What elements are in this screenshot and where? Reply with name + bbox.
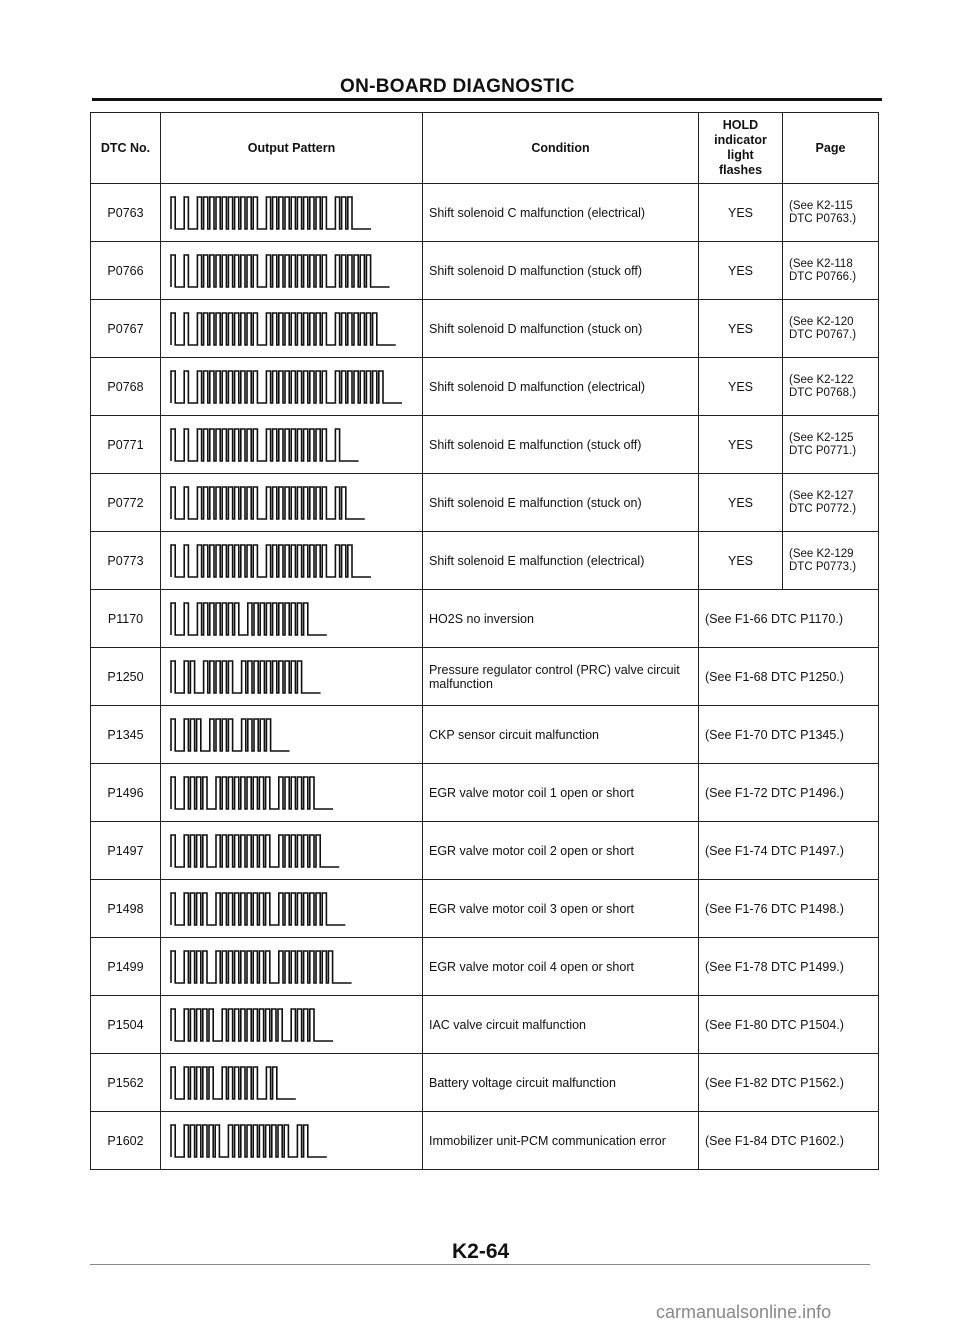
- col-header-hold: HOLD indicator light flashes: [699, 113, 783, 184]
- page-number: K2-64: [452, 1240, 510, 1263]
- table-row: [91, 358, 879, 416]
- condition: Battery voltage circuit malfunction: [423, 1054, 699, 1112]
- pattern-pulse-train: [171, 1067, 296, 1099]
- table-row: [91, 938, 879, 996]
- dtc-number: P1496: [91, 764, 161, 822]
- condition: Shift solenoid C malfunction (electrical): [423, 184, 699, 242]
- hold-indicator: YES: [699, 416, 783, 474]
- hold-indicator: YES: [699, 300, 783, 358]
- output-pattern: [161, 358, 423, 416]
- table-row: [91, 416, 879, 474]
- page-reference: (See K2-122 DTC P0768.): [783, 358, 879, 416]
- dtc-number: P1562: [91, 1054, 161, 1112]
- table-row: [91, 996, 879, 1054]
- watermark: carmanualsonline.info: [656, 1302, 832, 1322]
- dtc-number: P1250: [91, 648, 161, 706]
- table-row: [91, 474, 879, 532]
- output-pattern: [161, 648, 423, 706]
- pattern-pulse-train: [171, 255, 390, 287]
- pattern-pulse-train: [171, 545, 371, 577]
- dtc-number: P1499: [91, 938, 161, 996]
- hold-indicator: YES: [699, 242, 783, 300]
- dtc-number: P0772: [91, 474, 161, 532]
- condition: Shift solenoid D malfunction (stuck off): [423, 242, 699, 300]
- page-reference: (See K2-120 DTC P0767.): [783, 300, 879, 358]
- pattern-pulse-train: [171, 893, 345, 925]
- table-row: [91, 532, 879, 590]
- output-pattern-waveform: [161, 707, 423, 763]
- output-pattern: [161, 242, 423, 300]
- output-pattern: [161, 300, 423, 358]
- output-pattern: [161, 474, 423, 532]
- output-pattern: [161, 996, 423, 1054]
- output-pattern-waveform: [161, 997, 423, 1053]
- hold-indicator: YES: [699, 474, 783, 532]
- table-header-row: [91, 113, 879, 184]
- table-row: [91, 764, 879, 822]
- output-pattern-waveform: [161, 649, 423, 705]
- pattern-pulse-train: [171, 661, 321, 693]
- condition: Shift solenoid E malfunction (stuck on): [423, 474, 699, 532]
- dtc-number: P0768: [91, 358, 161, 416]
- pattern-pulse-train: [171, 1125, 327, 1157]
- condition: EGR valve motor coil 3 open or short: [423, 880, 699, 938]
- condition: Shift solenoid D malfunction (stuck on): [423, 300, 699, 358]
- output-pattern-waveform: [161, 939, 423, 995]
- table-row: [91, 184, 879, 242]
- table-row: [91, 706, 879, 764]
- output-pattern-waveform: [161, 475, 423, 531]
- output-pattern: [161, 1112, 423, 1170]
- output-pattern: [161, 706, 423, 764]
- page-reference: (See F1-66 DTC P1170.): [699, 590, 879, 648]
- condition: EGR valve motor coil 4 open or short: [423, 938, 699, 996]
- page-reference: (See F1-68 DTC P1250.): [699, 648, 879, 706]
- condition: CKP sensor circuit malfunction: [423, 706, 699, 764]
- dtc-number: P0763: [91, 184, 161, 242]
- output-pattern: [161, 764, 423, 822]
- page-reference: (See F1-72 DTC P1496.): [699, 764, 879, 822]
- pattern-pulse-train: [171, 777, 333, 809]
- dtc-number: P0771: [91, 416, 161, 474]
- dtc-number: P0766: [91, 242, 161, 300]
- table-row: [91, 590, 879, 648]
- dtc-number: P1345: [91, 706, 161, 764]
- output-pattern-waveform: [161, 823, 423, 879]
- output-pattern: [161, 416, 423, 474]
- dtc-number: P0767: [91, 300, 161, 358]
- page-reference: (See K2-118 DTC P0766.): [783, 242, 879, 300]
- pattern-pulse-train: [171, 835, 339, 867]
- condition: EGR valve motor coil 1 open or short: [423, 764, 699, 822]
- output-pattern-waveform: [161, 243, 423, 299]
- output-pattern: [161, 184, 423, 242]
- condition: Shift solenoid E malfunction (electrical): [423, 532, 699, 590]
- col-header-pattern: Output Pattern: [161, 113, 423, 184]
- condition: Immobilizer unit-PCM communication error: [423, 1112, 699, 1170]
- pattern-pulse-train: [171, 487, 365, 519]
- table-row: [91, 1054, 879, 1112]
- pattern-pulse-train: [171, 719, 290, 751]
- output-pattern-waveform: [161, 417, 423, 473]
- dtc-number: P1497: [91, 822, 161, 880]
- title-rule: [92, 98, 882, 101]
- footer-rule: [90, 1264, 870, 1265]
- table-row: [91, 822, 879, 880]
- output-pattern: [161, 938, 423, 996]
- output-pattern-waveform: [161, 1055, 423, 1111]
- page-reference: (See F1-74 DTC P1497.): [699, 822, 879, 880]
- page-reference: (See K2-129 DTC P0773.): [783, 532, 879, 590]
- page-reference: (See K2-115 DTC P0763.): [783, 184, 879, 242]
- hold-indicator: YES: [699, 184, 783, 242]
- output-pattern: [161, 880, 423, 938]
- output-pattern-waveform: [161, 301, 423, 357]
- output-pattern: [161, 822, 423, 880]
- condition: IAC valve circuit malfunction: [423, 996, 699, 1054]
- condition: Shift solenoid E malfunction (stuck off): [423, 416, 699, 474]
- condition: HO2S no inversion: [423, 590, 699, 648]
- output-pattern-waveform: [161, 881, 423, 937]
- dtc-number: P1504: [91, 996, 161, 1054]
- dtc-number: P1170: [91, 590, 161, 648]
- page-reference: (See F1-80 DTC P1504.): [699, 996, 879, 1054]
- page-reference: (See K2-127 DTC P0772.): [783, 474, 879, 532]
- dtc-number: P1498: [91, 880, 161, 938]
- output-pattern-waveform: [161, 533, 423, 589]
- page-reference: (See F1-84 DTC P1602.): [699, 1112, 879, 1170]
- col-header-dtc: DTC No.: [91, 113, 161, 184]
- output-pattern-waveform: [161, 765, 423, 821]
- hold-indicator: YES: [699, 358, 783, 416]
- page-reference: (See F1-82 DTC P1562.): [699, 1054, 879, 1112]
- condition: Shift solenoid D malfunction (electrical): [423, 358, 699, 416]
- pattern-pulse-train: [171, 951, 352, 983]
- page-reference: (See F1-76 DTC P1498.): [699, 880, 879, 938]
- page-reference: (See F1-78 DTC P1499.): [699, 938, 879, 996]
- page-title: ON-BOARD DIAGNOSTIC: [340, 76, 575, 97]
- output-pattern: [161, 1054, 423, 1112]
- table-row: [91, 880, 879, 938]
- output-pattern-waveform: [161, 185, 423, 241]
- pattern-pulse-train: [171, 371, 402, 403]
- pattern-pulse-train: [171, 429, 359, 461]
- page-reference: (See F1-70 DTC P1345.): [699, 706, 879, 764]
- table-row: [91, 1112, 879, 1170]
- condition: EGR valve motor coil 2 open or short: [423, 822, 699, 880]
- pattern-pulse-train: [171, 197, 371, 229]
- table-row: [91, 300, 879, 358]
- col-header-page: Page: [783, 113, 879, 184]
- dtc-number: P1602: [91, 1112, 161, 1170]
- table-row: [91, 648, 879, 706]
- output-pattern-waveform: [161, 359, 423, 415]
- condition: Pressure regulator control (PRC) valve circuit malfunction: [423, 648, 699, 706]
- output-pattern-waveform: [161, 591, 423, 647]
- pattern-pulse-train: [171, 603, 327, 635]
- output-pattern: [161, 590, 423, 648]
- hold-indicator: YES: [699, 532, 783, 590]
- output-pattern: [161, 532, 423, 590]
- page-reference: (See K2-125 DTC P0771.): [783, 416, 879, 474]
- pattern-pulse-train: [171, 313, 396, 345]
- pattern-pulse-train: [171, 1009, 333, 1041]
- dtc-number: P0773: [91, 532, 161, 590]
- output-pattern-waveform: [161, 1113, 423, 1169]
- col-header-condition: Condition: [423, 113, 699, 184]
- dtc-table: [90, 112, 879, 1170]
- table-row: [91, 242, 879, 300]
